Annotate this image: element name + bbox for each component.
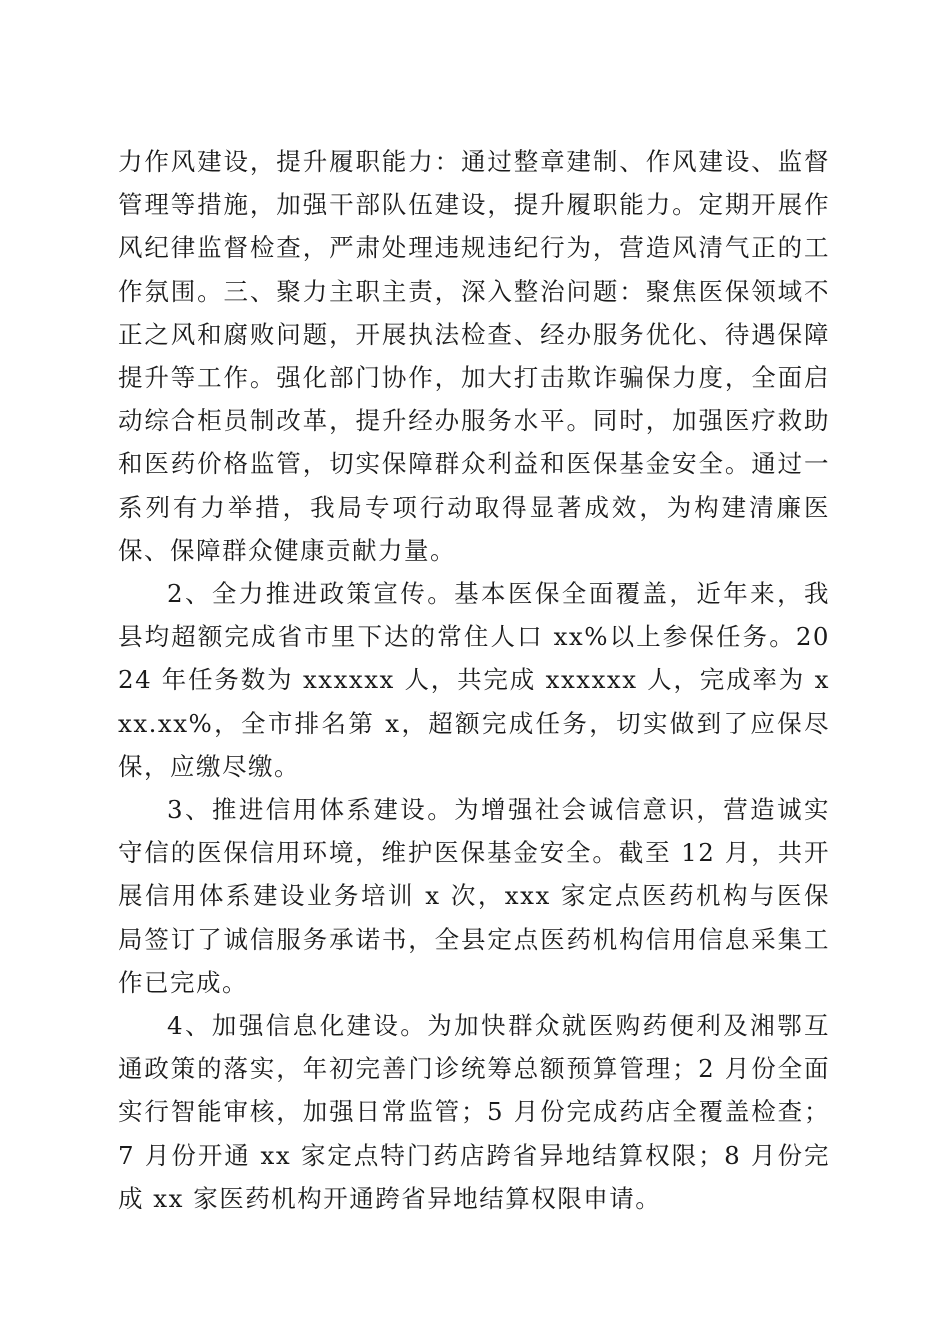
paragraph-credit-system: 3、推进信用体系建设。为增强社会诚信意识，营造诚实守信的医保信用环境，维护医保基金安全。截至 12 月，共开展信用体系建设业务培训 x 次，xxx 家定点医药机构与医保局签订了诚信服务承诺书，全县定点医药机构信用信息采集工作已完成。 (118, 795, 830, 997)
document-body (118, 140, 830, 1220)
paragraph-continuation: 力作风建设，提升履职能力：通过整章建制、作风建设、监督管理等措施，加强干部队伍建设，提升履职能力。定期开展作风纪律监督检查，严肃处理违规违纪行为，营造风清气正的工作氛围。三、聚力主职主责，深入整治问题：聚焦医保领域不正之风和腐败问题，开展执法检查、经办服务优化、待遇保障提升等工作。强化部门协作，加大打击欺诈骗保力度，全面启动综合柜员制改革，提升经办服务水平。同时，加强医疗救助和医药价格监管，切实保障群众利益和医保基金安全。通过一系列有力举措，我局专项行动取得显著成效，为构建清廉医保、保障群众健康贡献力量。 (118, 147, 830, 565)
paragraph-informatization: 4、加强信息化建设。为加快群众就医购药便利及湘鄂互通政策的落实，年初完善门诊统筹总额预算管理；2 月份全面实行智能审核，加强日常监管；5 月份完成药店全覆盖检查；7 月份开通 xx 家定点特门药店跨省异地结算权限；8 月份完成 xx 家医药机构开通跨省异地结算权限申请。 (118, 1011, 830, 1213)
paragraph-policy-promotion: 2、全力推进政策宣传。基本医保全面覆盖，近年来，我县均超额完成省市里下达的常住人口 xx%以上参保任务。2024 年任务数为 xxxxxx 人，共完成 xxxxxx 人，完成率为 xxx.xx%，全市排名第 x，超额完成任务，切实做到了应保尽保，应缴尽缴。 (118, 579, 830, 781)
